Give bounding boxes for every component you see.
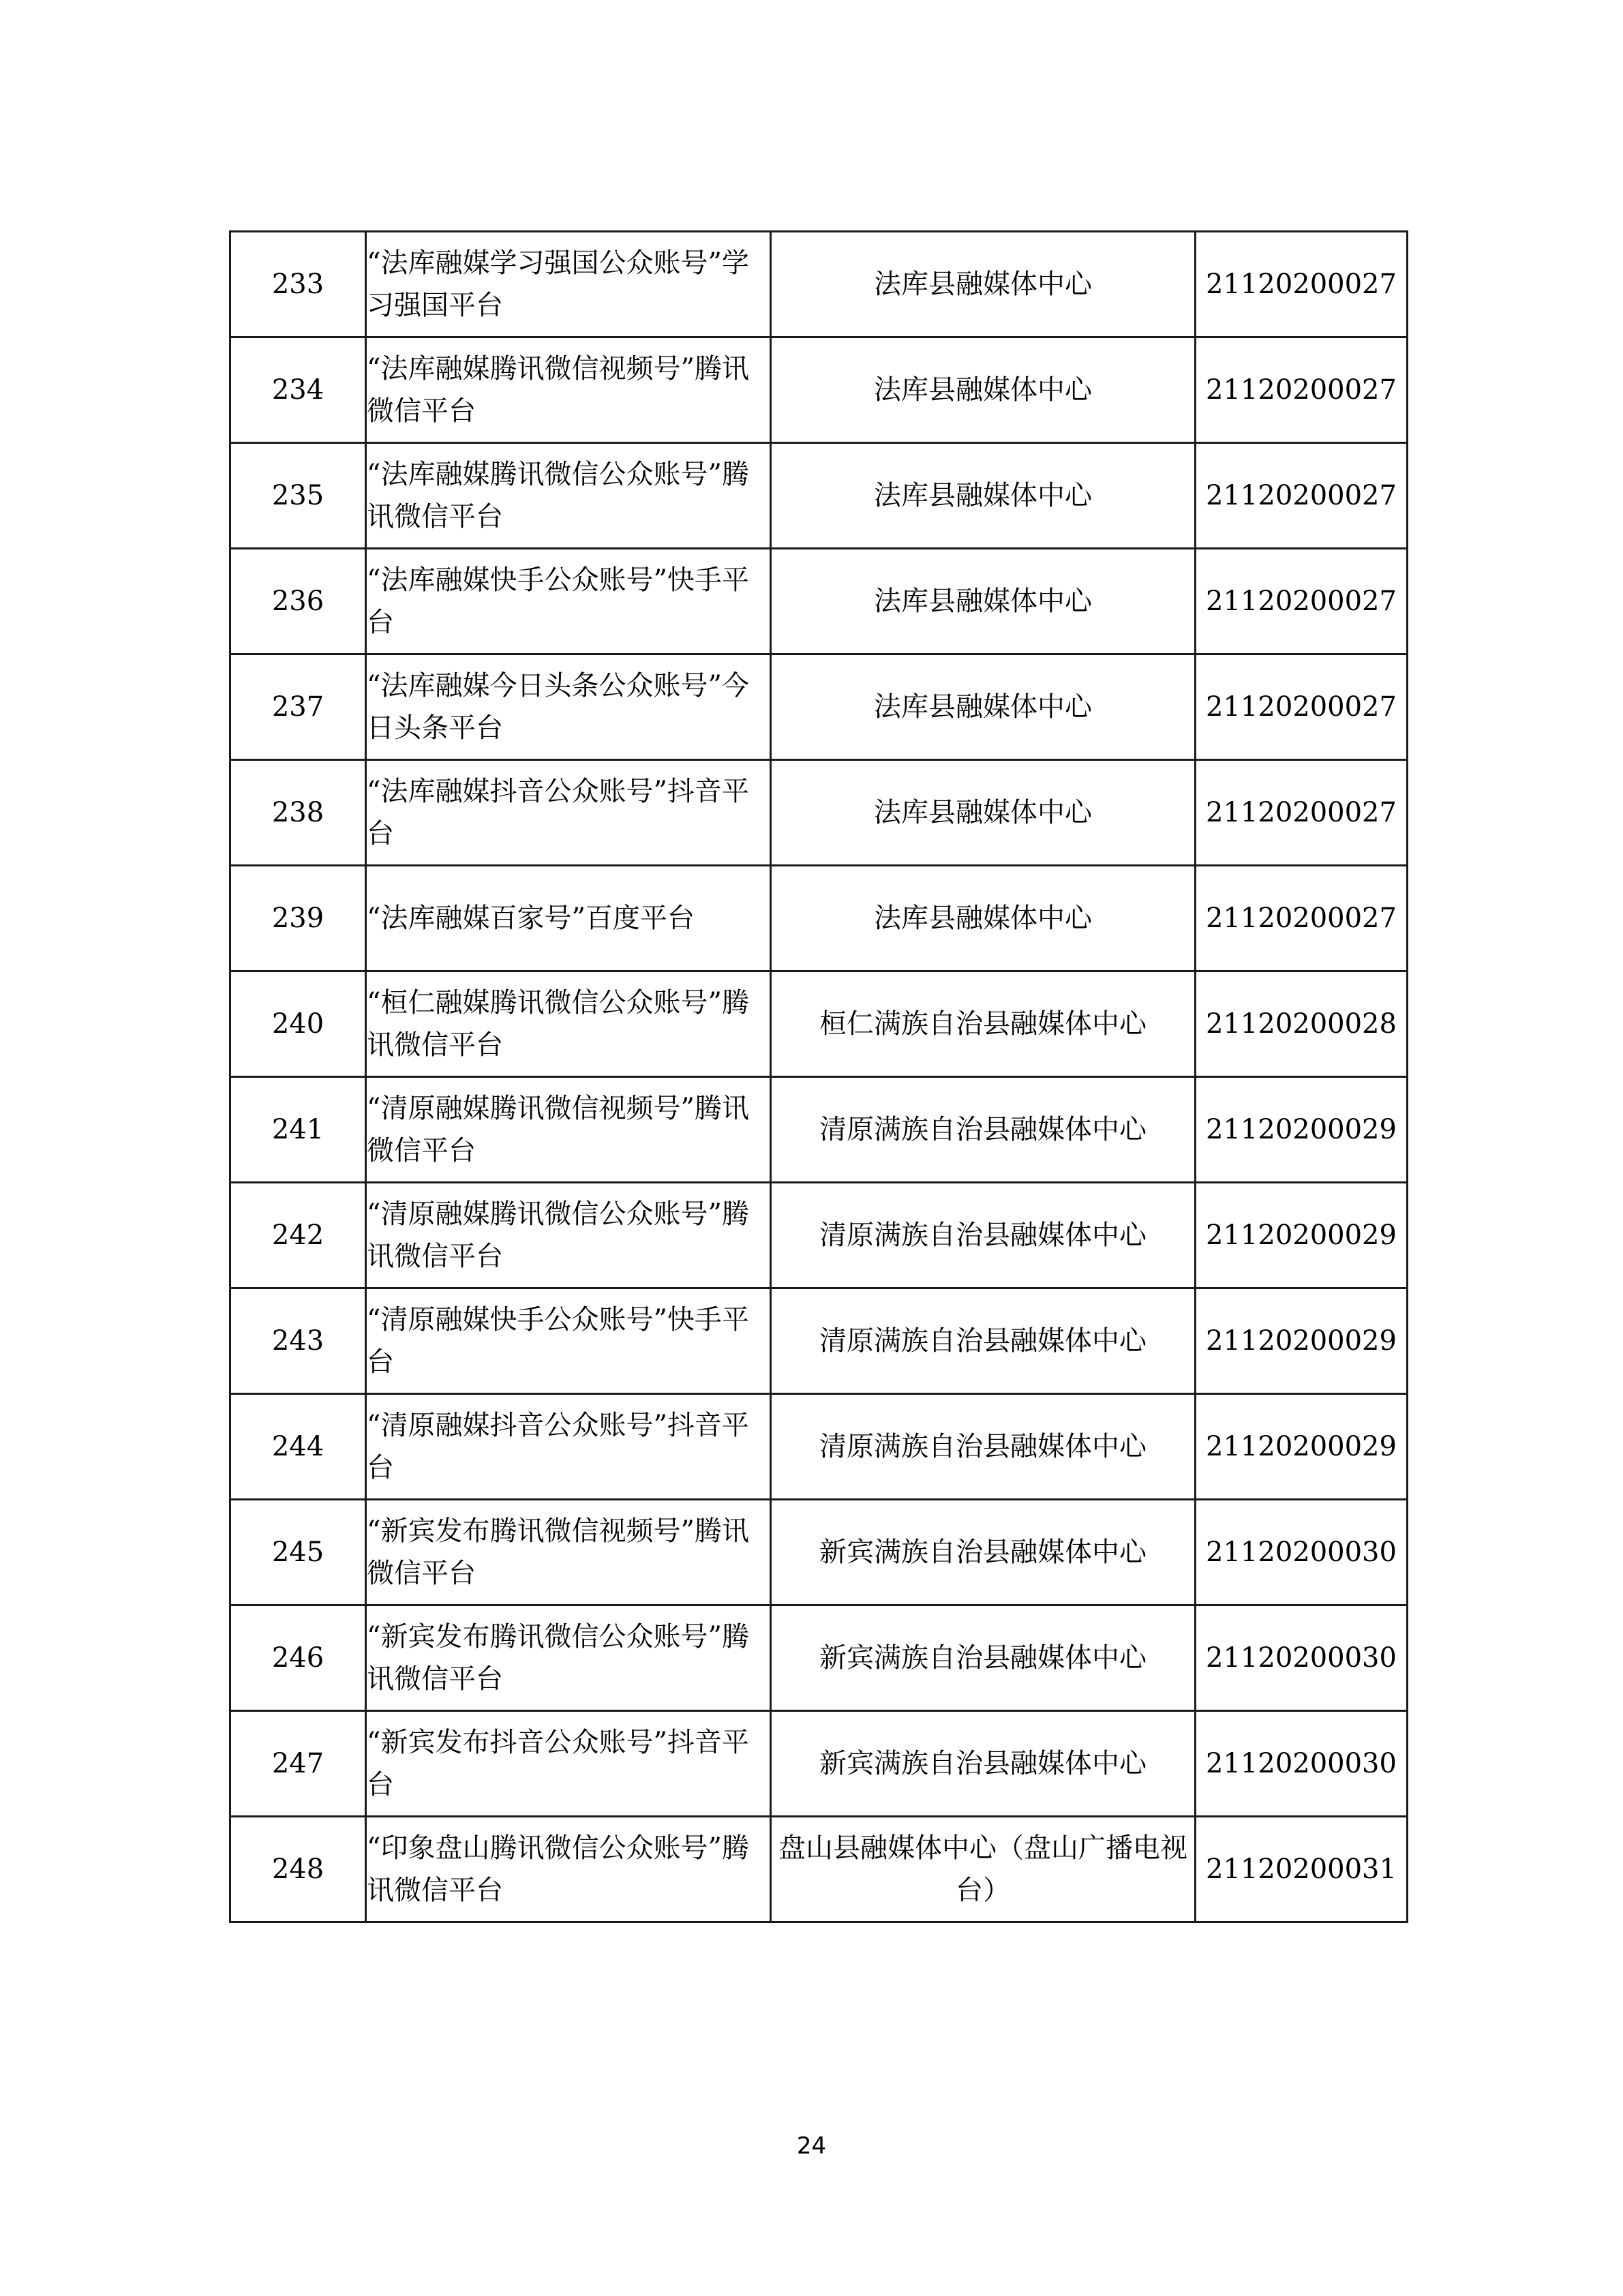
license-code-cell bbox=[1196, 1077, 1408, 1183]
row-number-cell bbox=[230, 654, 366, 760]
license-code: 21120200031 bbox=[1206, 1854, 1397, 1885]
account-name-cell bbox=[366, 337, 771, 443]
license-code: 21120200030 bbox=[1206, 1537, 1397, 1568]
organization-name: 清原满族自治县融媒体中心 bbox=[819, 1325, 1147, 1357]
row-number-cell bbox=[230, 971, 366, 1077]
license-code: 21120200029 bbox=[1206, 1431, 1397, 1462]
row-number: 246 bbox=[271, 1642, 324, 1674]
organization-cell bbox=[771, 443, 1196, 549]
account-name-cell bbox=[366, 1288, 771, 1394]
license-code: 21120200029 bbox=[1206, 1114, 1397, 1145]
row-number: 243 bbox=[271, 1325, 324, 1357]
row-number: 234 bbox=[271, 374, 324, 406]
row-number: 233 bbox=[271, 269, 324, 300]
organization-name: 法库县融媒体中心 bbox=[874, 903, 1092, 934]
license-code-cell bbox=[1196, 1817, 1408, 1922]
organization-cell bbox=[771, 654, 1196, 760]
organization-name: 法库县融媒体中心 bbox=[874, 691, 1092, 723]
account-name: “清原融媒腾讯微信公众账号”腾讯微信平台 bbox=[367, 1198, 749, 1272]
row-number-cell bbox=[230, 1077, 366, 1183]
license-code: 21120200029 bbox=[1206, 1220, 1397, 1251]
registry-table bbox=[229, 230, 1408, 1923]
organization-name: 清原满族自治县融媒体中心 bbox=[819, 1431, 1147, 1462]
organization-name: 清原满族自治县融媒体中心 bbox=[819, 1220, 1147, 1251]
row-number-cell bbox=[230, 1288, 366, 1394]
license-code-cell bbox=[1196, 1394, 1408, 1500]
organization-name: 法库县融媒体中心 bbox=[874, 586, 1092, 617]
organization-name: 清原满族自治县融媒体中心 bbox=[819, 1114, 1147, 1145]
organization-cell bbox=[771, 1394, 1196, 1500]
license-code-cell bbox=[1196, 866, 1408, 971]
account-name: “新宾发布抖音公众账号”抖音平台 bbox=[367, 1727, 749, 1800]
account-name-cell bbox=[366, 866, 771, 971]
row-number-cell bbox=[230, 443, 366, 549]
table-row bbox=[230, 1288, 1408, 1394]
table-row bbox=[230, 1394, 1408, 1500]
organization-cell bbox=[771, 1711, 1196, 1817]
organization-cell bbox=[771, 1288, 1196, 1394]
license-code-cell bbox=[1196, 337, 1408, 443]
license-code: 21120200027 bbox=[1206, 691, 1397, 723]
table-row bbox=[230, 1077, 1408, 1183]
organization-name: 法库县融媒体中心 bbox=[874, 797, 1092, 828]
license-code-cell bbox=[1196, 654, 1408, 760]
row-number: 248 bbox=[271, 1854, 324, 1885]
license-code: 21120200027 bbox=[1206, 797, 1397, 828]
row-number-cell bbox=[230, 1183, 366, 1288]
table-row bbox=[230, 1817, 1408, 1922]
account-name: “法库融媒学习强国公众账号”学习强国平台 bbox=[367, 247, 749, 321]
table-row bbox=[230, 443, 1408, 549]
account-name: “清原融媒快手公众账号”快手平台 bbox=[367, 1304, 749, 1378]
license-code-cell bbox=[1196, 1500, 1408, 1605]
row-number-cell bbox=[230, 337, 366, 443]
page-number: 24 bbox=[796, 2132, 827, 2160]
account-name-cell bbox=[366, 549, 771, 654]
table-row bbox=[230, 549, 1408, 654]
account-name-cell bbox=[366, 1077, 771, 1183]
account-name: “法库融媒腾讯微信公众账号”腾讯微信平台 bbox=[367, 459, 749, 532]
license-code-cell bbox=[1196, 232, 1408, 337]
organization-name: 桓仁满族自治县融媒体中心 bbox=[819, 1008, 1147, 1040]
account-name-cell bbox=[366, 1500, 771, 1605]
table-row bbox=[230, 654, 1408, 760]
organization-name: 新宾满族自治县融媒体中心 bbox=[819, 1748, 1147, 1779]
license-code-cell bbox=[1196, 549, 1408, 654]
row-number: 247 bbox=[271, 1748, 324, 1779]
license-code-cell bbox=[1196, 443, 1408, 549]
organization-cell bbox=[771, 866, 1196, 971]
license-code-cell bbox=[1196, 971, 1408, 1077]
account-name-cell bbox=[366, 443, 771, 549]
row-number-cell bbox=[230, 1605, 366, 1711]
license-code-cell bbox=[1196, 1711, 1408, 1817]
account-name: “法库融媒今日头条公众账号”今日头条平台 bbox=[367, 670, 749, 744]
organization-name: 法库县融媒体中心 bbox=[874, 374, 1092, 406]
row-number-cell bbox=[230, 1817, 366, 1922]
license-code: 21120200027 bbox=[1206, 586, 1397, 617]
license-code: 21120200027 bbox=[1206, 374, 1397, 406]
table-row bbox=[230, 1183, 1408, 1288]
organization-cell bbox=[771, 1077, 1196, 1183]
organization-cell bbox=[771, 971, 1196, 1077]
account-name: “新宾发布腾讯微信视频号”腾讯微信平台 bbox=[367, 1515, 749, 1589]
license-code-cell bbox=[1196, 1288, 1408, 1394]
account-name: “法库融媒抖音公众账号”抖音平台 bbox=[367, 776, 749, 849]
account-name-cell bbox=[366, 1605, 771, 1711]
row-number-cell bbox=[230, 866, 366, 971]
organization-cell bbox=[771, 232, 1196, 337]
license-code: 21120200027 bbox=[1206, 480, 1397, 511]
organization-name: 法库县融媒体中心 bbox=[874, 269, 1092, 300]
row-number-cell bbox=[230, 1394, 366, 1500]
table-row bbox=[230, 971, 1408, 1077]
row-number-cell bbox=[230, 760, 366, 866]
organization-cell bbox=[771, 549, 1196, 654]
account-name: “法库融媒腾讯微信视频号”腾讯微信平台 bbox=[367, 353, 749, 427]
license-code: 21120200027 bbox=[1206, 903, 1397, 934]
license-code: 21120200027 bbox=[1206, 269, 1397, 300]
organization-cell bbox=[771, 760, 1196, 866]
license-code-cell bbox=[1196, 1605, 1408, 1711]
registry-table-body bbox=[230, 232, 1408, 1922]
account-name: “新宾发布腾讯微信公众账号”腾讯微信平台 bbox=[367, 1621, 749, 1695]
license-code: 21120200030 bbox=[1206, 1748, 1397, 1779]
organization-cell bbox=[771, 1183, 1196, 1288]
license-code-cell bbox=[1196, 760, 1408, 866]
organization-cell bbox=[771, 1817, 1196, 1922]
account-name: “法库融媒快手公众账号”快手平台 bbox=[367, 564, 749, 638]
account-name: “印象盘山腾讯微信公众账号”腾讯微信平台 bbox=[367, 1832, 749, 1906]
row-number: 237 bbox=[271, 691, 324, 723]
row-number: 242 bbox=[271, 1220, 324, 1251]
table-row bbox=[230, 232, 1408, 337]
row-number-cell bbox=[230, 1500, 366, 1605]
table-row bbox=[230, 1500, 1408, 1605]
account-name-cell bbox=[366, 654, 771, 760]
row-number: 239 bbox=[271, 903, 324, 934]
account-name: “法库融媒百家号”百度平台 bbox=[367, 903, 695, 934]
account-name: “桓仁融媒腾讯微信公众账号”腾讯微信平台 bbox=[367, 987, 749, 1061]
license-code-cell bbox=[1196, 1183, 1408, 1288]
account-name-cell bbox=[366, 1817, 771, 1922]
account-name-cell bbox=[366, 971, 771, 1077]
row-number: 238 bbox=[271, 797, 324, 828]
organization-cell bbox=[771, 1605, 1196, 1711]
row-number: 235 bbox=[271, 480, 324, 511]
table-row bbox=[230, 760, 1408, 866]
account-name-cell bbox=[366, 1711, 771, 1817]
organization-name: 法库县融媒体中心 bbox=[874, 480, 1092, 511]
account-name-cell bbox=[366, 1183, 771, 1288]
row-number: 241 bbox=[271, 1114, 324, 1145]
organization-name: 盘山县融媒体中心（盘山广播电视台） bbox=[778, 1832, 1187, 1906]
row-number-cell bbox=[230, 1711, 366, 1817]
table-row bbox=[230, 337, 1408, 443]
account-name-cell bbox=[366, 760, 771, 866]
row-number: 245 bbox=[271, 1537, 324, 1568]
license-code: 21120200028 bbox=[1206, 1008, 1397, 1040]
row-number: 236 bbox=[271, 586, 324, 617]
row-number: 244 bbox=[271, 1431, 324, 1462]
table-row bbox=[230, 866, 1408, 971]
organization-cell bbox=[771, 1500, 1196, 1605]
license-code: 21120200029 bbox=[1206, 1325, 1397, 1357]
organization-name: 新宾满族自治县融媒体中心 bbox=[819, 1537, 1147, 1568]
account-name-cell bbox=[366, 1394, 771, 1500]
account-name-cell bbox=[366, 232, 771, 337]
license-code: 21120200030 bbox=[1206, 1642, 1397, 1674]
table-row bbox=[230, 1711, 1408, 1817]
organization-name: 新宾满族自治县融媒体中心 bbox=[819, 1642, 1147, 1674]
row-number-cell bbox=[230, 232, 366, 337]
account-name: “清原融媒抖音公众账号”抖音平台 bbox=[367, 1410, 749, 1483]
row-number: 240 bbox=[271, 1008, 324, 1040]
table-row bbox=[230, 1605, 1408, 1711]
account-name: “清原融媒腾讯微信视频号”腾讯微信平台 bbox=[367, 1093, 749, 1166]
row-number-cell bbox=[230, 549, 366, 654]
organization-cell bbox=[771, 337, 1196, 443]
